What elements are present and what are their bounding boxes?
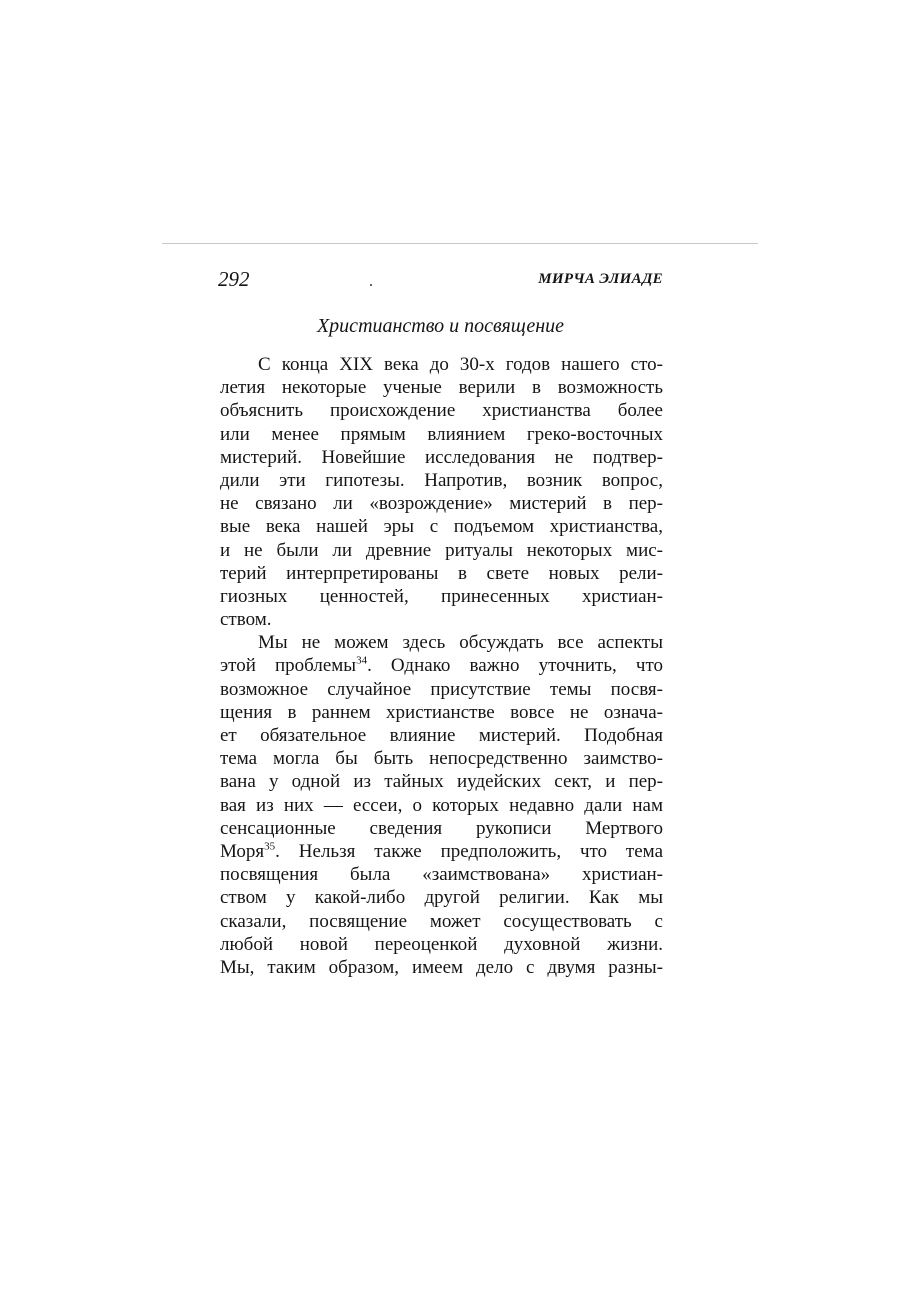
- paragraph-2: [220, 631, 663, 979]
- text-fragment: Моря: [220, 840, 265, 862]
- text-line: вые века нашей эры с подъемом христианства,: [220, 516, 663, 538]
- section-title: Христианство и посвящение: [316, 315, 565, 337]
- text-line: летия некоторые ученые верили в возможность: [220, 377, 663, 399]
- text-line: ством.: [220, 609, 272, 631]
- text-line: или менее прямым влиянием греко-восточных: [220, 423, 663, 445]
- text-line: ством у какой-либо другой религии. Как мы: [220, 887, 663, 909]
- text-line: тема могла бы быть непосредственно заимство-: [220, 748, 663, 770]
- text-line: С конца XIX века до 30-х годов нашего сто-: [258, 354, 663, 375]
- speck-mark: [370, 284, 372, 286]
- text-fragment: . Нельзя также предположить, что тема: [275, 840, 663, 862]
- text-line: Мы, таким образом, имеем дело с двумя разны-: [220, 956, 663, 978]
- body-text: [220, 353, 663, 979]
- text-line: любой новой переоценкой духовной жизни.: [220, 933, 663, 955]
- page-number: 292: [218, 267, 250, 291]
- text-line: терий интерпретированы в свете новых рели-: [220, 562, 663, 584]
- text-line: сенсационные сведения рукописи Мертвого: [220, 817, 663, 839]
- text-line: объяснить происхождение христианства более: [220, 400, 663, 422]
- text-line: дили эти гипотезы. Напротив, возник вопрос,: [220, 469, 663, 491]
- text-line: и не были ли древние ритуалы некоторых мис-: [220, 539, 663, 561]
- text-line: вана у одной из тайных иудейских сект, и пер-: [220, 771, 663, 793]
- text-fragment: . Однако важно уточнить, что: [367, 655, 663, 677]
- text-line: щения в раннем христианстве вовсе не означа-: [220, 701, 663, 723]
- footnote-ref-35[interactable]: 35: [264, 840, 276, 853]
- text-line: возможное случайное присутствие темы посвя-: [220, 678, 663, 700]
- footnote-ref-34[interactable]: 34: [356, 655, 368, 668]
- text-fragment: этой проблемы: [220, 655, 357, 677]
- top-rule: [162, 243, 758, 244]
- running-head: МИРЧА ЭЛИАДЕ: [538, 271, 663, 287]
- text-line: посвящения была «заимствована» христиан-: [220, 864, 663, 886]
- text-line: ет обязательное влияние мистерий. Подобная: [220, 725, 663, 746]
- text-line: Мы не можем здесь обсуждать все аспекты: [258, 632, 663, 654]
- text-line: [220, 840, 663, 863]
- text-line: мистерий. Новейшие исследования не подтвер-: [220, 446, 663, 468]
- text-line: не связано ли «возрождение» мистерий в пер-: [220, 493, 663, 515]
- text-line: гиозных ценностей, принесенных христиан-: [220, 585, 663, 607]
- text-line: вая из них — ессеи, о которых недавно дали нам: [220, 794, 663, 816]
- text-line: сказали, посвящение может сосуществовать с: [220, 910, 663, 932]
- paragraph-1: [220, 353, 663, 631]
- text-line: [220, 654, 663, 677]
